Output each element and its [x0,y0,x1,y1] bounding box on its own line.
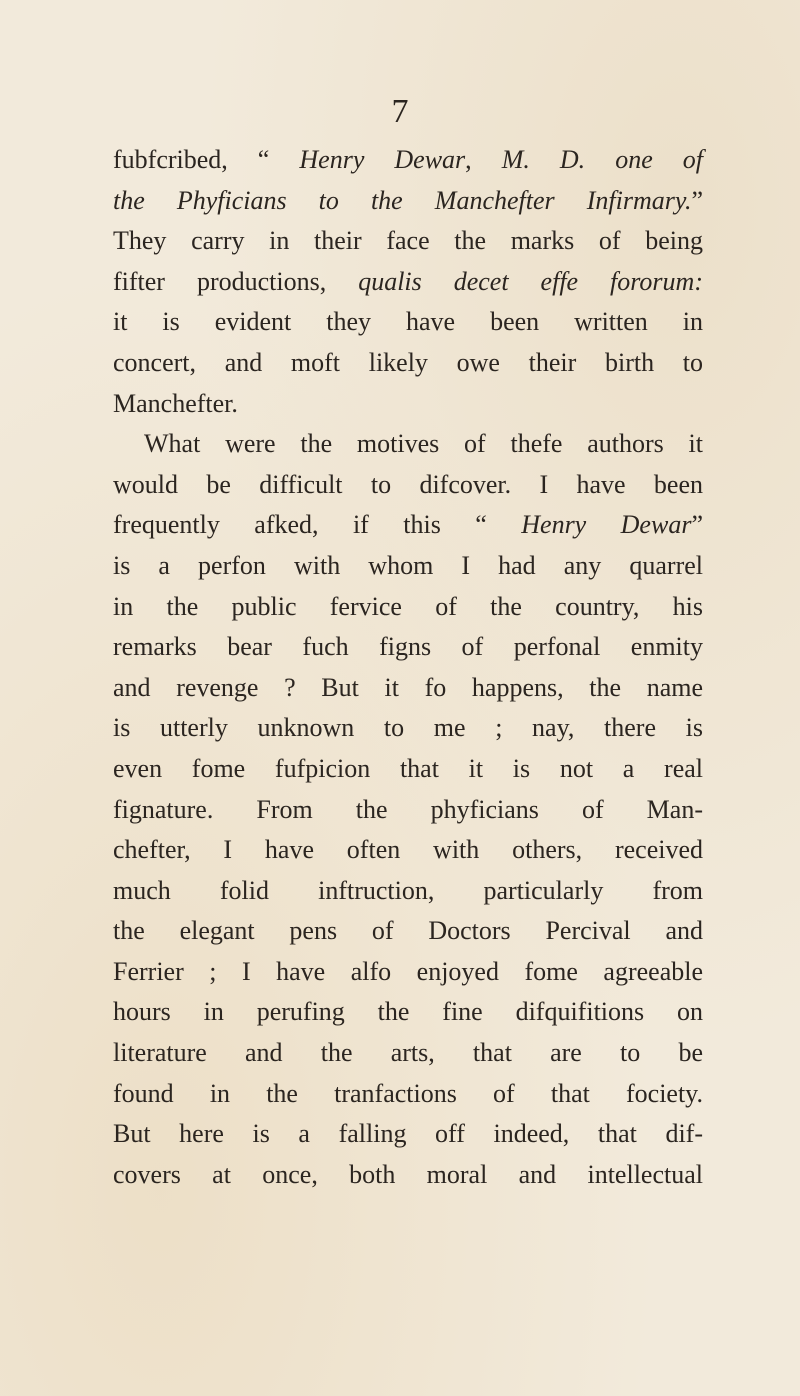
text-run: They carry in their face the marks of being [113,226,703,256]
text-line [113,668,703,709]
italic-text: Henry Dewar [521,510,692,540]
body-text [113,140,703,1195]
text-line [113,302,703,343]
text-line [113,992,703,1033]
text-run: , [465,145,502,174]
text-run: in the public fervice of the country, his [113,591,703,621]
text-line [113,465,703,506]
text-run: much folid inftruction, particularly from [113,875,703,905]
text-run: literature and the arts, that are to be [113,1038,703,1068]
text-line [113,871,703,912]
text-line [113,546,703,587]
text-run: would be difficult to difcover. I have been [113,469,703,499]
italic-text: M. D. one of [501,145,703,174]
italic-text: Henry Dewar [299,145,466,174]
page-number: 7 [391,93,409,130]
italic-text: qualis decet effe fororum: [358,266,703,296]
text-run: the elegant pens of Doctors Percival and [113,916,703,946]
text-line [113,1033,703,1074]
text-run: concert, and moft likely owe their birth to [113,347,703,377]
text-run: What were the motives of thefe authors it [144,429,703,459]
text-run: remarks bear fuch figns of perfonal enmity [113,632,703,662]
text-run: and revenge ? But it fo happens, the name [113,672,703,702]
text-line [113,343,703,384]
text-line [113,749,703,790]
text-run: hours in perufing the fine difquifitions on [113,997,703,1027]
text-run: found in the tranfactions of that fociety. [113,1078,703,1108]
text-line [113,1114,703,1155]
text-line [113,181,703,222]
text-run: fignature. From the phyficians of Man- [113,794,703,824]
text-run: Ferrier ; I have alfo enjoyed fome agreeable [113,956,703,986]
text-line [113,140,703,181]
text-run: even fome fufpicion that it is not a real [113,753,703,783]
text-line [113,384,703,425]
text-run: fifter productions, [113,266,359,296]
text-line [113,952,703,993]
text-line [113,790,703,831]
text-line [113,911,703,952]
text-line [113,587,703,628]
text-line [113,1074,703,1115]
text-run: But here is a falling off indeed, that dif- [113,1119,703,1149]
text-run: ” [691,185,703,215]
text-line [113,262,703,303]
text-run: fubfcribed, “ [113,145,300,174]
text-line [113,627,703,668]
text-run: it is evident they have been written in [113,307,703,337]
text-line [113,708,703,749]
text-run: chefter, I have often with others, received [113,835,703,865]
text-run: is a perfon with whom I had any quarrel [113,550,703,580]
text-line [113,1155,703,1196]
text-run: covers at once, both moral and intellectual [113,1159,703,1189]
text-run: frequently afked, if this “ [113,510,522,540]
italic-text: the Phyficians to the Manchefter Infirmary. [113,185,692,215]
text-line [113,505,703,546]
text-run: is utterly unknown to me ; nay, there is [113,713,703,743]
text-line [113,424,703,465]
text-run: Manchefter. [113,388,238,418]
text-run: ” [691,510,703,540]
text-line [113,221,703,262]
text-line [113,830,703,871]
